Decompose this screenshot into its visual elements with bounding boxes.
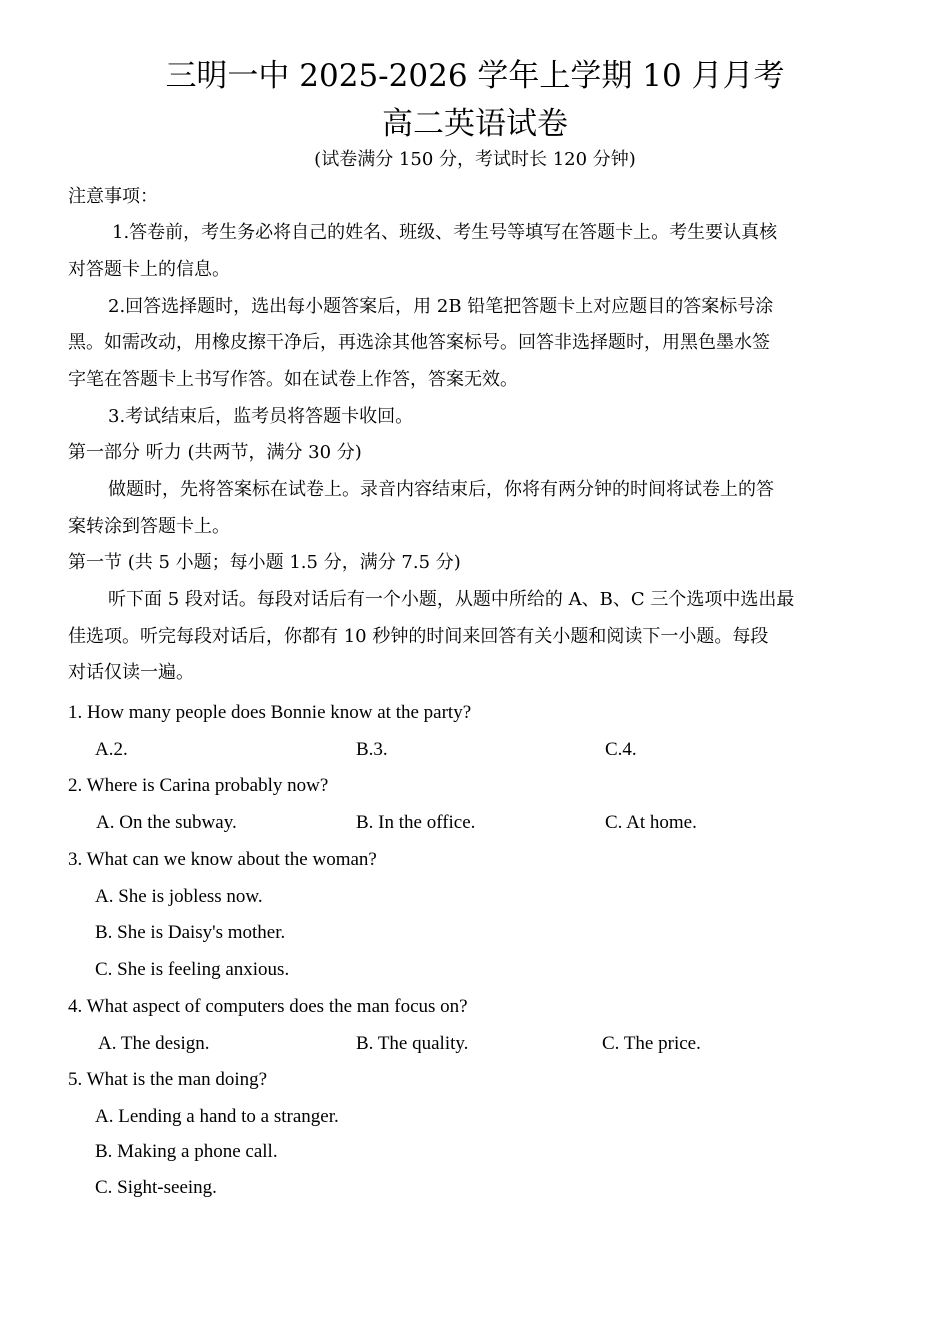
question-4-option-c: C. The price. [602, 1033, 701, 1054]
notice-heading: 注意事项： [68, 186, 158, 207]
notice-item-2-line-2: 黑。如需改动，用橡皮擦干净后，再选涂其他答案标号。回答非选择题时，用黑色墨水签 [68, 332, 770, 353]
question-3-option-c: C. She is feeling anxious. [95, 959, 290, 980]
question-2-stem: 2. Where is Carina probably now? [68, 775, 329, 796]
question-4-option-b: B. The quality. [356, 1033, 469, 1054]
question-2-option-b: B. In the office. [356, 812, 476, 833]
exam-subject-title: 高二英语试卷 [382, 106, 568, 142]
question-2-option-a: A. On the subway. [96, 812, 237, 833]
part1-intro-line-1: 做题时，先将答案标在试卷上。录音内容结束后，你将有两分钟的时间将试卷上的答 [108, 479, 774, 500]
section1-intro-line-2: 佳选项。听完每段对话后，你都有 10 秒钟的时间来回答有关小题和阅读下一小题。每段 [68, 626, 769, 647]
section1-intro-line-1: 听下面 5 段对话。每段对话后有一个小题，从题中所给的 A、B、C 三个选项中选出最 [108, 589, 795, 610]
notice-item-2-line-3: 字笔在答题卡上书写作答。如在试卷上作答，答案无效。 [68, 369, 518, 390]
question-5-option-a: A. Lending a hand to a stranger. [95, 1106, 339, 1127]
question-5-stem: 5. What is the man doing? [68, 1069, 268, 1090]
part1-heading: 第一部分 听力 (共两节，满分 30 分) [68, 442, 362, 463]
question-1-stem: 1. How many people does Bonnie know at the party? [68, 702, 472, 723]
question-5-option-c: C. Sight-seeing. [95, 1177, 217, 1198]
exam-title: 三明一中 2025-2026 学年上学期 10 月月考 [165, 58, 785, 94]
question-1-option-b: B.3. [356, 739, 388, 760]
question-4-option-a: A. The design. [98, 1033, 210, 1054]
question-5-option-b: B. Making a phone call. [95, 1141, 278, 1162]
question-2-option-c: C. At home. [605, 812, 697, 833]
section1-heading: 第一节 (共 5 小题；每小题 1.5 分，满分 7.5 分) [68, 552, 461, 573]
notice-item-1-line-2: 对答题卡上的信息。 [68, 259, 230, 280]
question-4-stem: 4. What aspect of computers does the man focus on? [68, 996, 468, 1017]
section1-intro-line-3: 对话仅读一遍。 [68, 662, 194, 683]
notice-item-2-line-1: 2.回答选择题时，选出每小题答案后，用 2B 铅笔把答题卡上对应题目的答案标号涂 [108, 296, 774, 317]
question-3-option-b: B. She is Daisy's mother. [95, 922, 286, 943]
question-1-option-c: C.4. [605, 739, 637, 760]
exam-info: (试卷满分 150 分，考试时长 120 分钟) [314, 149, 636, 170]
question-3-stem: 3. What can we know about the woman? [68, 849, 377, 870]
part1-intro-line-2: 案转涂到答题卡上。 [68, 516, 230, 537]
question-3-option-a: A. She is jobless now. [95, 886, 263, 907]
question-1-option-a: A.2. [95, 739, 128, 760]
notice-item-3: 3.考试结束后，监考员将答题卡收回。 [108, 406, 414, 427]
notice-item-1-line-1: 1.答卷前，考生务必将自己的姓名、班级、考生号等填写在答题卡上。考生要认真核 [112, 222, 778, 243]
